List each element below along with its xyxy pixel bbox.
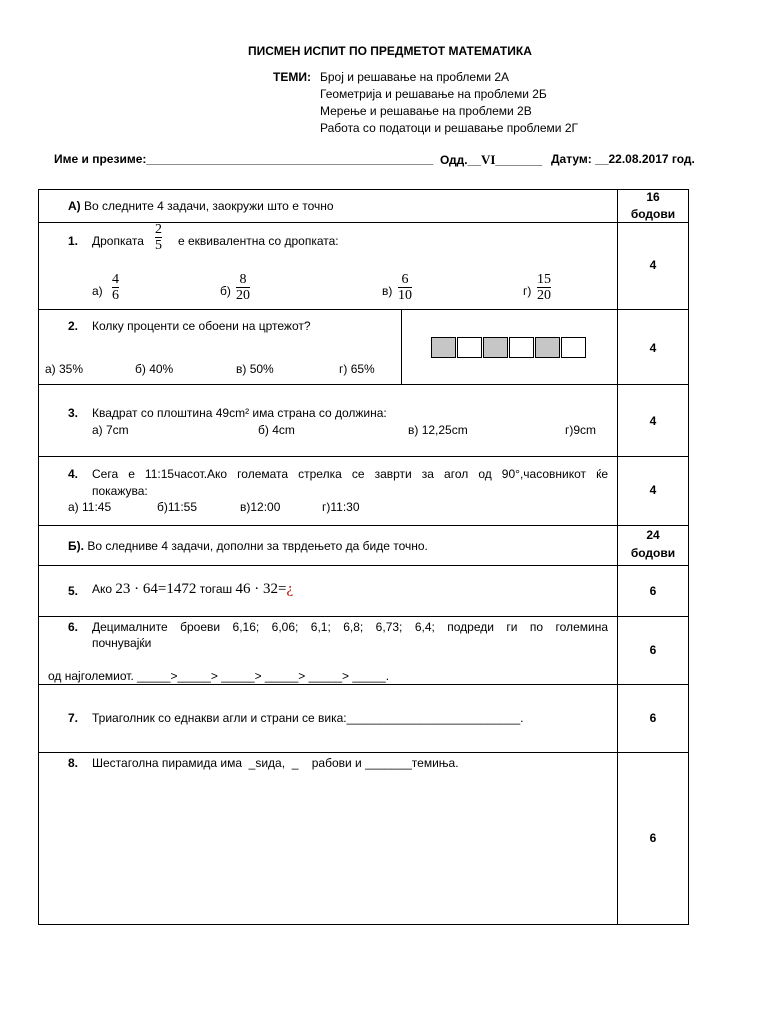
section-a-text: Во следните 4 задачи, заокружи што е точно [84,199,334,213]
question-points: 4 [649,258,657,272]
theme-item: Геометрија и решавање на проблеми 2Б [320,87,547,101]
question-number: 8. [68,756,79,770]
option: а) 11:45 [68,500,112,514]
option: б) 4cm [258,423,295,437]
option-label: б) [220,284,231,298]
fraction [155,222,162,253]
table-border [38,309,689,310]
table-border [38,924,689,925]
option-label: в) [382,284,393,298]
date-label: Датум: [551,152,592,166]
question-number: 5. [68,584,79,598]
drawing-cell [457,337,482,358]
class-label: Одд.__ [440,153,481,167]
name-label: Име и презиме:___________________________________________ [54,152,434,166]
fraction-denominator: 6 [112,288,119,303]
class-tail: _______ [495,153,543,167]
table-border [38,616,689,617]
option-fraction [236,272,250,303]
table-border [38,384,689,385]
section-b-letter: Б). [68,539,84,553]
fraction-denominator: 20 [537,288,551,303]
question-points: 6 [649,643,657,657]
question-text: Децималните броеви 6,16; 6,06; 6,1; 6,8; 6,73; 6,4; подреди ги по големина [92,620,608,634]
question-text: од најголемиот. _____>_____> _____> _____> _____> _____. [48,669,390,683]
question-number: 3. [68,406,79,420]
question-text [92,581,293,598]
question-points: 4 [649,483,657,497]
class-field [440,152,542,168]
table-border [38,189,689,190]
section-a-points-unit: бодови [630,207,676,221]
section-a-letter: А) [68,199,81,213]
section-b-points-value: 24 [646,528,660,542]
question-text: Сега е 11:15часот.Ако големата стрелка се заврти за агол од 90°,часовникот ќе [92,467,608,481]
section-b-text: Во следниве 4 задачи, дополни за тврдењето да биде точно. [87,539,428,553]
table-border [688,189,689,925]
section-b-heading [68,539,428,553]
question-points: 6 [649,831,657,845]
option: г)11:30 [322,500,360,514]
math-expression: 46 · 32= [235,581,287,597]
fraction-numerator: 4 [112,272,119,287]
question-text: Квадрат со плоштина 49cm² има страна со должина: [92,406,387,420]
drawing-cell [535,337,560,358]
theme-item: Број и решавање на проблеми 2А [320,70,510,84]
option: б)11:55 [157,500,198,514]
math-expression: 23 · 64=1472 [115,581,197,597]
option-fraction [112,272,119,303]
option: в)12:00 [240,500,281,514]
table-border [38,189,39,925]
option: в) 12,25cm [408,423,468,437]
fraction-numerator: 6 [401,272,409,287]
class-value: VI [480,152,496,167]
question-points: 4 [649,414,657,428]
question-number: 1. [68,234,79,248]
table-border [38,752,689,753]
date-value: __22.08.2017 год. [595,152,695,166]
section-b-points-unit: бодови [630,546,676,560]
section-a-heading [68,199,334,213]
option: б) 40% [135,362,174,376]
option: в) 50% [236,362,274,376]
question-text: почнувајќи [92,636,152,650]
table-border [38,456,689,457]
fraction-numerator: 8 [239,272,247,287]
fraction-numerator: 2 [155,222,162,237]
option-fraction [537,272,551,303]
table-border [38,222,689,223]
option: г)9cm [565,423,597,437]
drawing-cell [561,337,586,358]
question-text: е еквивалентна со дропката: [178,234,339,248]
question-number: 4. [68,467,79,481]
option: а) 35% [45,362,84,376]
option: г) 65% [339,362,375,376]
table-border [38,684,689,685]
question-text: Дропката [92,234,144,248]
date-field [551,152,695,166]
option-fraction [398,272,412,303]
exam-title: ПИСМЕН ИСПИТ ПО ПРЕДМЕТОТ МАТЕМАТИКА [248,44,532,58]
table-border [401,309,402,384]
option: а) 7cm [92,423,129,437]
theme-item: Мерење и решавање на проблеми 2В [320,104,532,118]
fraction-denominator: 20 [236,288,250,303]
question-text: Триаголник со еднакви агли и страни се вика:__________________________. [92,711,524,725]
student-name-field [54,152,433,166]
fraction-numerator: 15 [537,272,551,287]
question-text-before: Ако [92,582,113,596]
question-number: 6. [68,620,79,634]
option-label: г) [523,284,532,298]
drawing-cell [431,337,456,358]
question-text-mid: тогаш [199,582,233,596]
answer-marker: ¿ [286,581,294,597]
option-label: а) [92,284,103,298]
fraction-denominator: 10 [398,288,412,303]
themes-label: ТЕМИ: [273,70,311,84]
question-text: Колку проценти се обоени на цртежот? [92,319,311,333]
fraction-denominator: 5 [155,238,162,253]
question-points: 6 [649,711,657,725]
section-a-points-value: 16 [646,190,660,204]
question-text: Шестаголна пирамида има _sида, _ рабови и _______темиња. [92,756,459,770]
question-points: 6 [649,584,657,598]
table-border [38,525,689,526]
drawing-cell [509,337,534,358]
question-text: покажува: [92,484,148,498]
table-border [38,565,689,566]
question-points: 4 [649,341,657,355]
drawing-cell [483,337,508,358]
theme-item: Работа со податоци и решавање проблеми 2Г [320,121,579,135]
question-number: 2. [68,319,79,333]
question-number: 7. [68,711,79,725]
